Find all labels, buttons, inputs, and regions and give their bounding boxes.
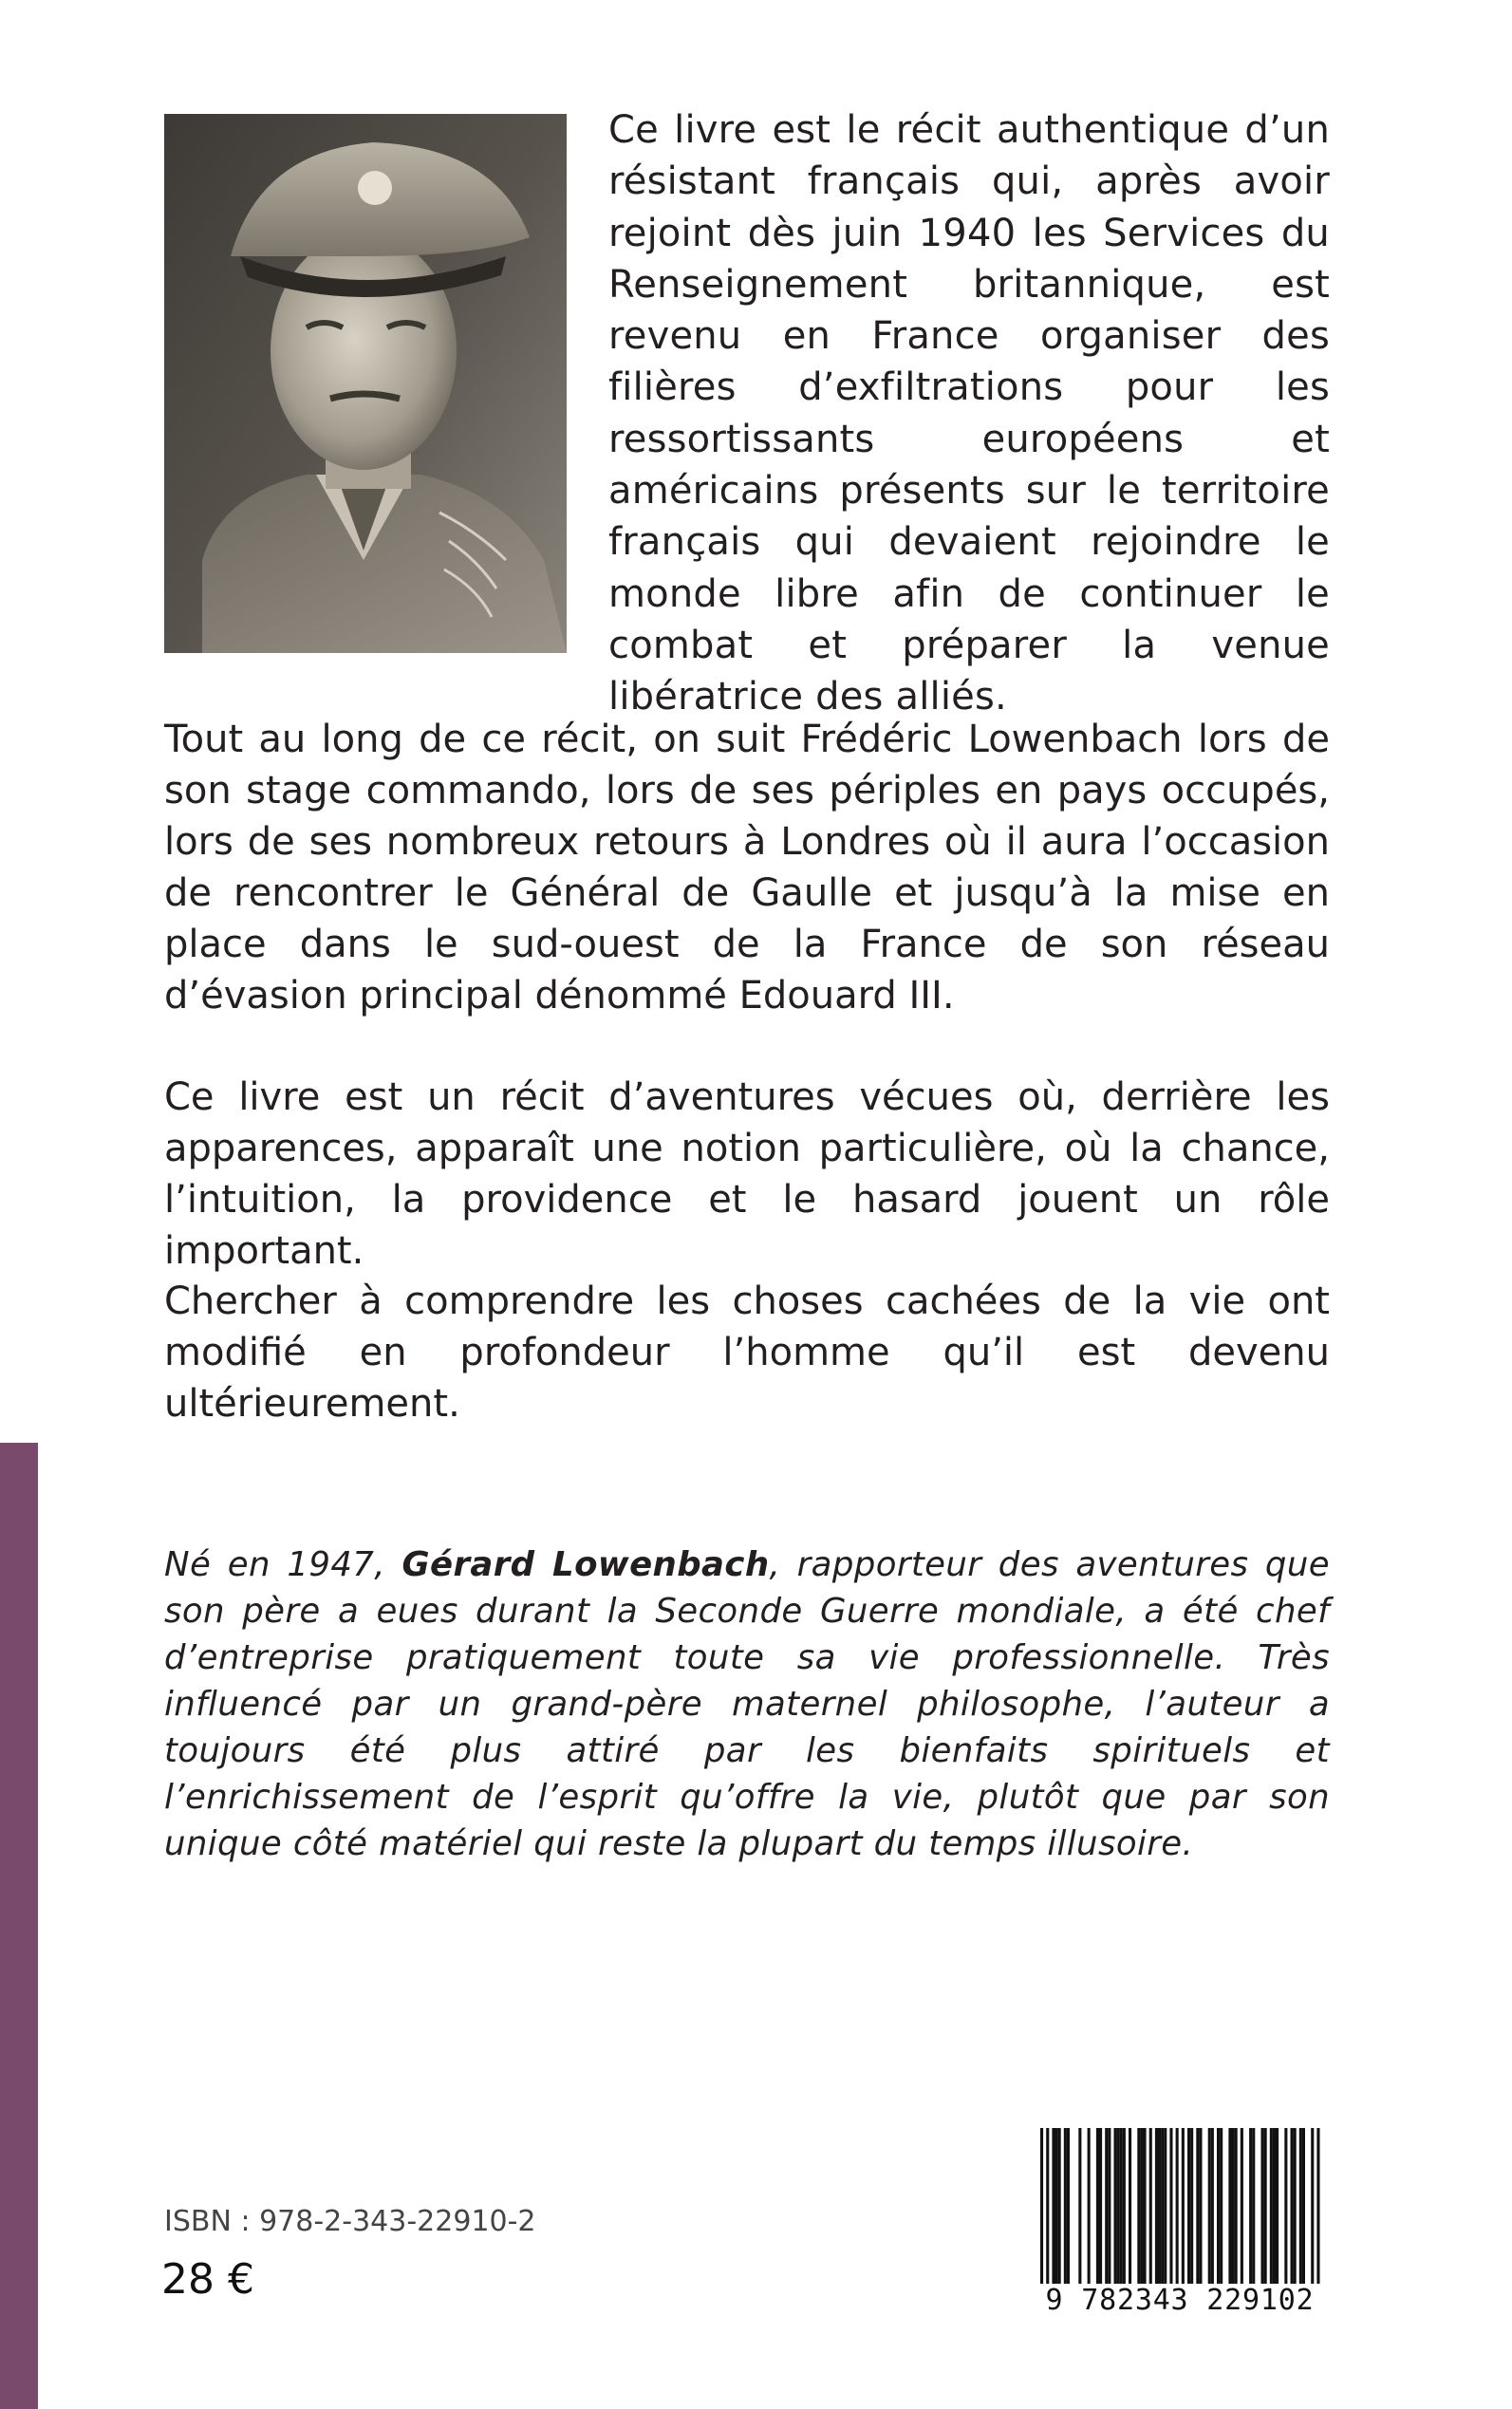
barcode-number: 9 782343 229102: [1019, 2284, 1340, 2318]
barcode-bar: [1299, 2128, 1302, 2284]
barcode-bar: [1052, 2128, 1055, 2284]
barcode-bar: [1264, 2128, 1267, 2284]
barcode-bar: [1176, 2128, 1179, 2297]
barcode-bar: [1261, 2128, 1264, 2284]
barcode-bar: [1140, 2128, 1143, 2284]
author-bio: [164, 1541, 1330, 1867]
barcode-bar: [1208, 2128, 1211, 2284]
barcode-bar: [1235, 2128, 1238, 2284]
closing-paragraph: Chercher à comprendre les choses cachées de la vie ont modifié en profondeur l’homme qu’il est devenu ultérieurement.: [164, 1279, 1330, 1426]
spine-color-band: [0, 1443, 38, 2409]
intro-paragraph: Ce livre est le récit authentique d’un résistant français qui, après avoir rejoint dès juin 1940 les Services du Renseignement britannique, est revenu en France organiser des filières d’exfiltrations pour les ressortissants européens et américains présents sur le territoire français qui devaient rejoindre le monde libre afin de continuer le combat et préparer la venue libératrice des alliés.: [608, 108, 1330, 719]
author-bio-prefix: Né en 1947,: [164, 1545, 402, 1584]
barcode-bar: [1078, 2128, 1081, 2284]
barcode-bar: [1190, 2128, 1193, 2284]
barcode-bar: [1099, 2128, 1102, 2284]
barcode-bar: [1211, 2128, 1214, 2284]
barcode-bar: [1311, 2128, 1314, 2297]
barcode-bar: [1252, 2128, 1255, 2284]
barcode-bar: [1064, 2128, 1067, 2284]
barcode-bar: [1273, 2128, 1276, 2284]
barcode-bar: [1096, 2128, 1099, 2284]
barcode-bar: [1105, 2128, 1108, 2284]
barcode-bar: [1123, 2128, 1126, 2284]
barcode-bar: [1241, 2128, 1243, 2284]
barcode-bar: [1040, 2128, 1043, 2297]
barcode-bar: [1158, 2128, 1161, 2284]
barcode-bar: [1137, 2128, 1140, 2284]
barcode-bar: [1164, 2128, 1167, 2284]
barcode-bar: [1291, 2128, 1294, 2284]
author-name: Gérard Lowenbach: [401, 1545, 770, 1584]
barcode-bar: [1161, 2128, 1164, 2284]
barcode-bar: [1169, 2128, 1172, 2284]
barcode-bar: [1055, 2128, 1058, 2284]
barcode-bar: [1117, 2128, 1120, 2284]
barcode-bar: [1217, 2128, 1220, 2284]
barcode-bar: [1199, 2128, 1202, 2284]
author-bio-text: , rapporteur des aventures que son père a eues durant la Seconde Guerre mondiale, a été chef d’entreprise pratiquement toute sa vie professionnelle. Très influencé par un grand-père maternel philosophe, l’auteur a toujours été plus attiré par les bienfaits spirituels et l’enrichissement de l’esprit qu’offre la vie, plutôt que par son unique côté matériel qui reste la plupart du temps illusoire.: [164, 1545, 1330, 1863]
barcode-bar: [1129, 2128, 1131, 2284]
barcode-bar: [1187, 2128, 1190, 2284]
barcode-bar: [1182, 2128, 1185, 2297]
barcode: [1019, 2124, 1340, 2329]
barcode-bar: [1294, 2128, 1297, 2284]
barcode-bar: [1228, 2128, 1231, 2284]
barcode-bar: [1232, 2128, 1235, 2284]
barcode-bar: [1284, 2128, 1287, 2284]
barcode-bar: [1114, 2128, 1117, 2284]
adventure-paragraph: Ce livre est un récit d’aventures vécues où, derrière les apparences, apparaît une notion particulière, où la chance, l’intuition, la providence et le hasard jouent un rôle important.: [164, 1075, 1330, 1273]
barcode-bar: [1149, 2128, 1152, 2284]
barcode-bar: [1108, 2128, 1111, 2284]
barcode-bar: [1196, 2128, 1199, 2284]
barcode-bar: [1270, 2128, 1273, 2284]
barcode-bar: [1220, 2128, 1223, 2284]
barcode-bar: [1058, 2128, 1061, 2284]
barcode-bar: [1144, 2128, 1147, 2284]
barcode-bar: [1249, 2128, 1252, 2284]
barcode-bar: [1088, 2128, 1091, 2284]
isbn-label: ISBN : 978-2-343-22910-2: [164, 2205, 536, 2238]
barcode-bar: [1155, 2128, 1158, 2284]
barcode-bar: [1316, 2128, 1319, 2297]
barcode-bar: [1276, 2128, 1279, 2284]
price-label: 28 €: [161, 2255, 254, 2304]
story-paragraph: Tout au long de ce récit, on suit Frédéric Lowenbach lors de son stage commando, lors de ses périples en pays occupés, lors de ses nombreux retours à Londres où il aura l’occasion de rencontrer le Général de Gaulle et jusqu’à la mise en place dans le sud-ouest de la France de son réseau d’évasion principal dénommé Edouard III.: [164, 718, 1330, 1018]
barcode-bar: [1067, 2128, 1070, 2284]
barcode-bar: [1046, 2128, 1049, 2297]
portrait-photo: [164, 114, 567, 653]
barcode-bar: [1120, 2128, 1123, 2284]
barcode-bar: [1302, 2128, 1305, 2284]
